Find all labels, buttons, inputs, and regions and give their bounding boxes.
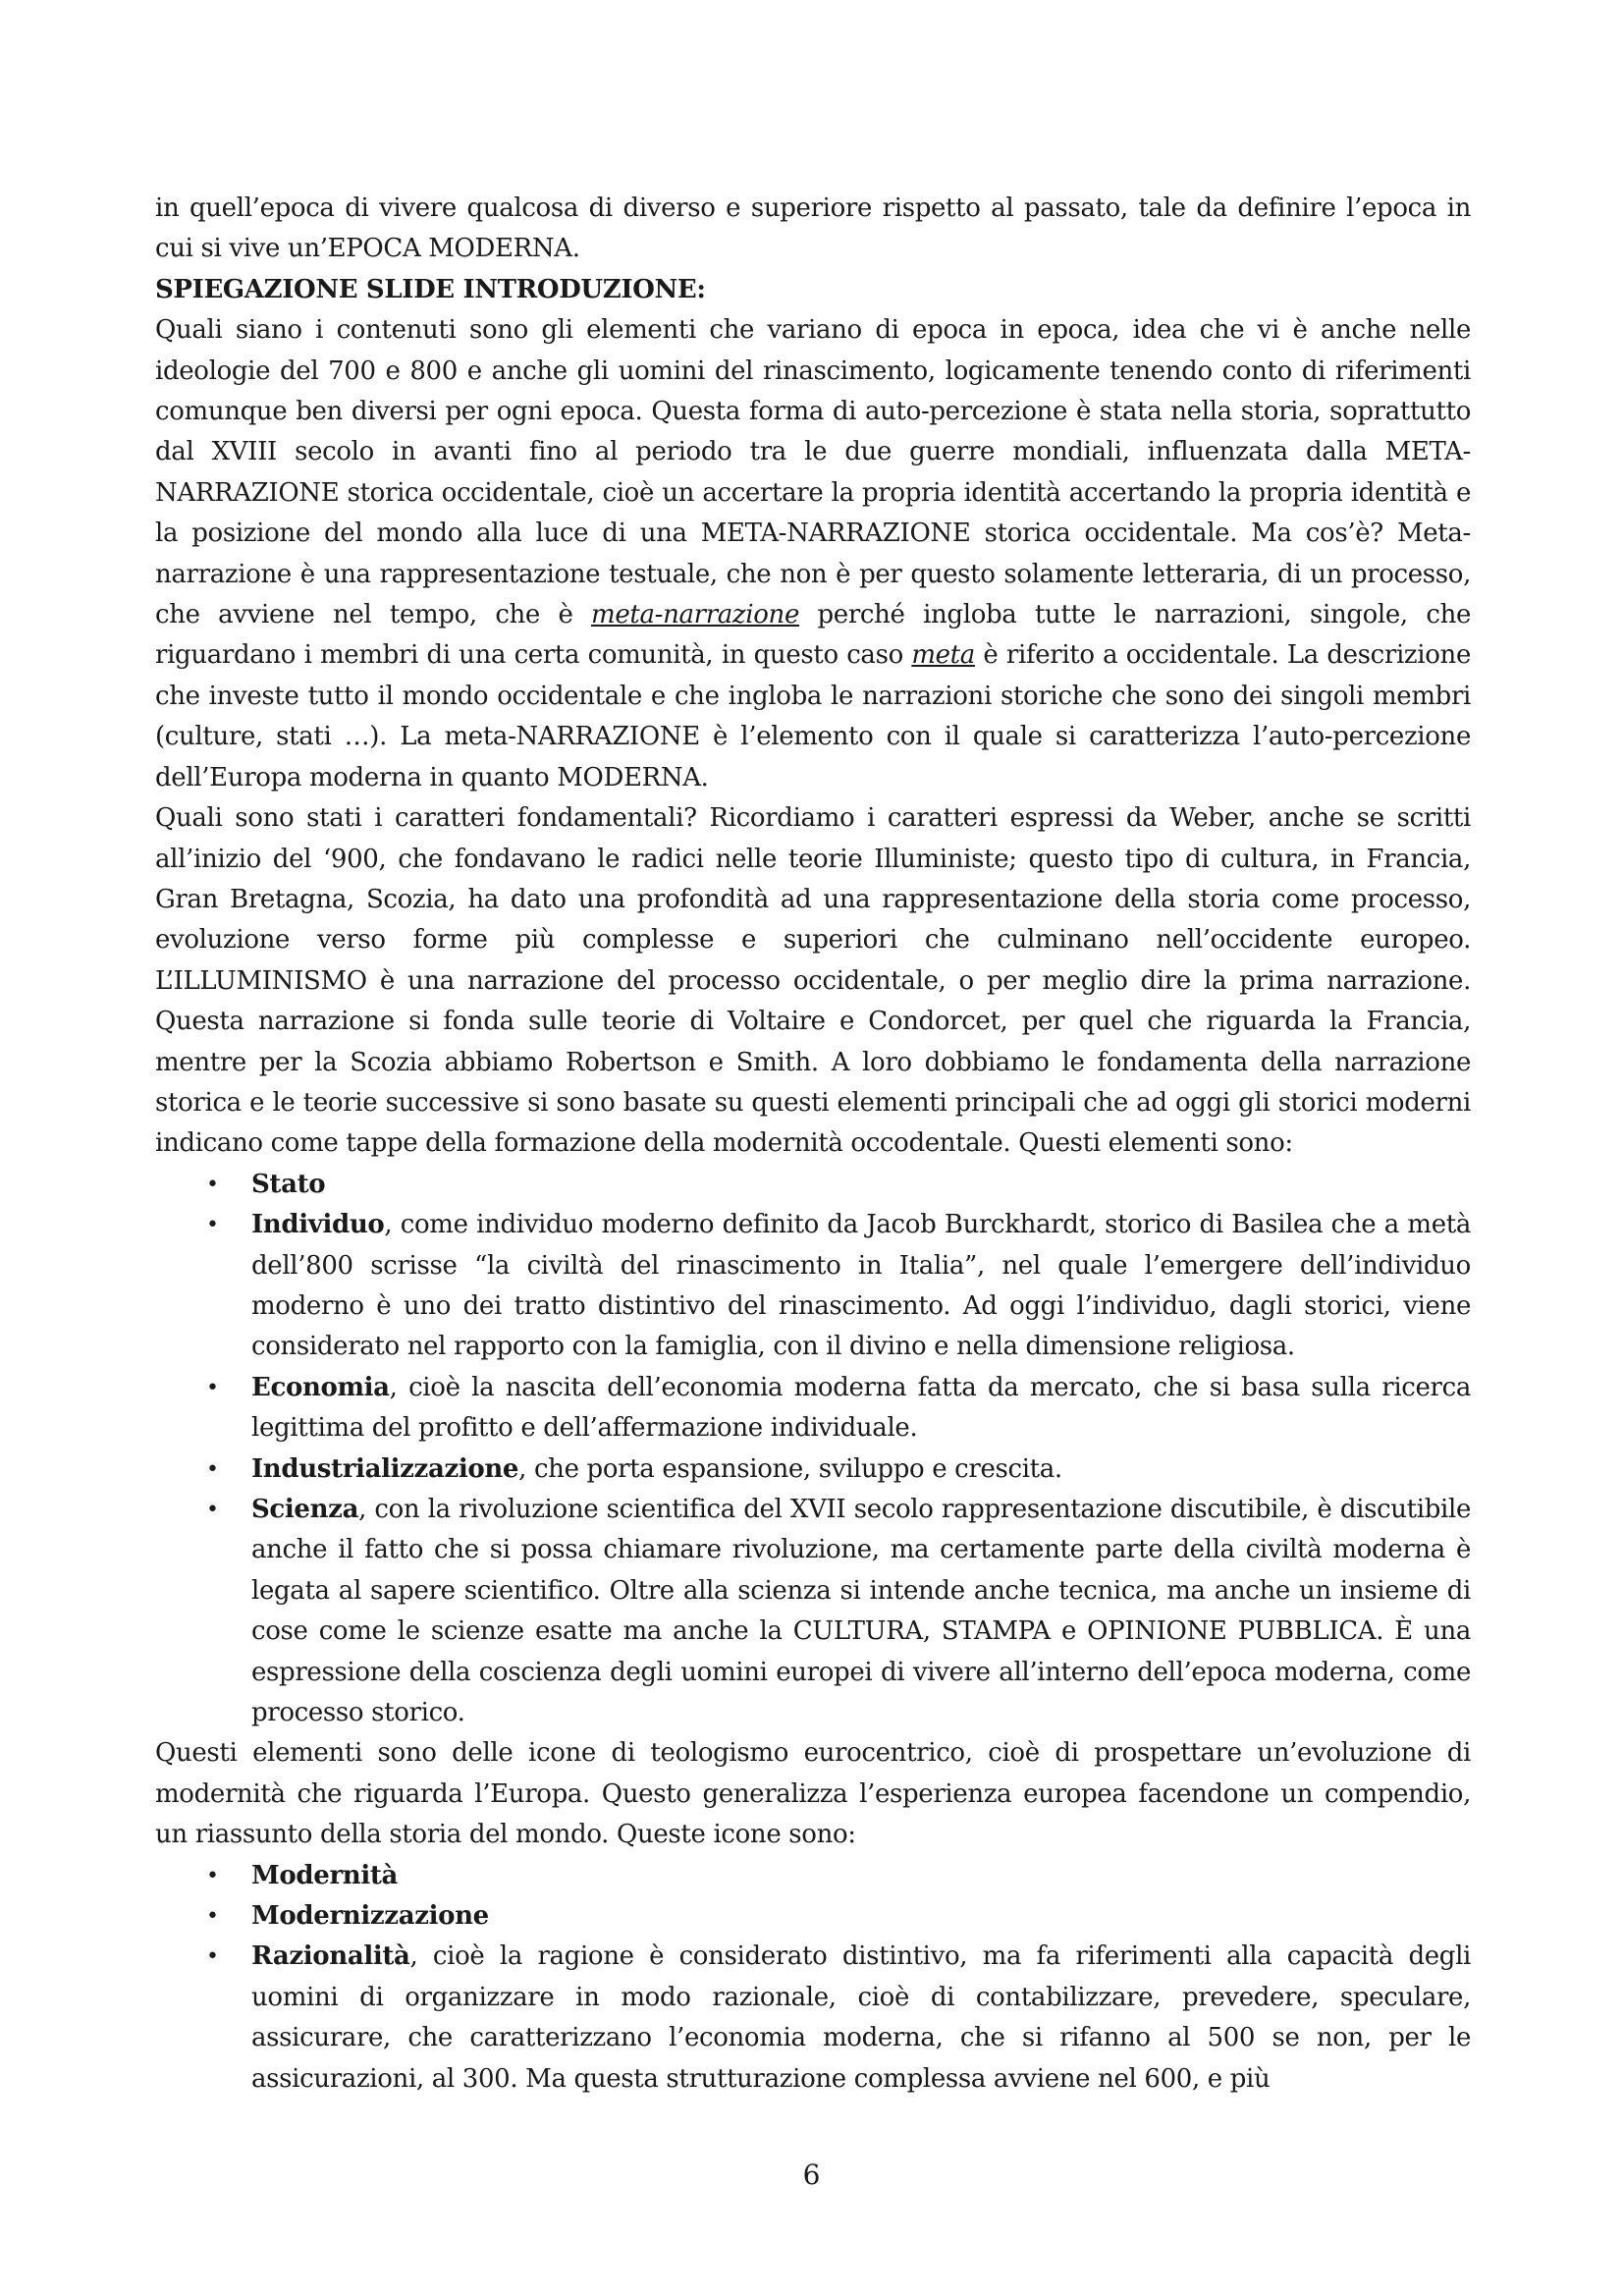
list-item xyxy=(206,1449,1471,1490)
icons-list xyxy=(155,1856,1471,2100)
paragraph-meta-narrazione xyxy=(155,310,1471,798)
paragraph-text: è riferito a occidentale. La descrizione che investe tutto il mondo occidentale e che ingloba le narrazioni storiche che sono dei singoli membri (culture, stati …). La meta-NARRAZIONE è l’elemento con il quale si caratterizza l’auto-percezione dell’Europa moderna in quanto MODERNA. xyxy=(155,640,1471,793)
list-item xyxy=(206,1937,1471,2100)
bullet-icon: • xyxy=(206,1904,219,1930)
list-item-term: Razionalità xyxy=(251,1941,410,1972)
list-item xyxy=(206,1368,1471,1449)
paragraph-caratteri-fondamentali: Quali sono stati i caratteri fondamentali? Ricordiamo i caratteri espressi da Weber, anche se scritti all’inizio del ‘900, che fondavano le radici nelle teorie Illuministe; questo tipo di cultura, in Francia, Gran Bretagna, Scozia, ha dato una profondità ad una rappresentazione della storia come processo, evoluzione verso forme più complesse e superiori che culminano nell’occidente europeo. L’ILLUMINISMO è una narrazione del processo occidentale, o per meglio dire la prima narrazione. Questa narrazione si fonda sulle teorie di Voltaire e Condorcet, per quel che riguarda la Francia, mentre per la Scozia abbiamo Robertson e Smith. A loro dobbiamo le fondamenta della narrazione storica e le teorie successive si sono basate su questi elementi principali che ad oggi gli storici moderni indicano come tappe della formazione della modernità occodentale. Questi elementi sono: xyxy=(155,803,1471,1159)
bullet-icon: • xyxy=(206,1213,219,1238)
list-item xyxy=(206,1165,1471,1205)
list-item-text: , come individuo moderno definito da Jacob Burckhardt, storico di Basilea che a metà dell’800 scrisse “la civiltà del rinascimento in Italia”, nel quale l’emergere dell’individuo moderno è uno dei tratto distintivo del rinascimento. Ad oggi l’individuo, dagli storici, viene considerato nel rapporto con la famiglia, con il divino e nella dimensione religiosa. xyxy=(251,1210,1471,1362)
bullet-icon: • xyxy=(206,1944,219,1970)
emphasis-meta-narrazione: meta-narrazione xyxy=(591,600,799,630)
list-item xyxy=(206,1205,1471,1368)
list-item-text: , che porta espansione, sviluppo e crescita. xyxy=(518,1453,1062,1484)
list-item-term: Individuo xyxy=(251,1210,385,1240)
list-item-term: Stato xyxy=(251,1169,326,1199)
list-item-term: Scienza xyxy=(251,1495,359,1524)
list-item-text: , cioè la nascita dell’economia moderna fatta da mercato, che si basa sulla ricerca legittima del profitto e dell’affermazione individuale. xyxy=(251,1372,1471,1444)
list-item-term: Industrializzazione xyxy=(251,1453,519,1484)
paragraph-text: perché ingloba tutte le narrazioni, singole, che riguardano i membri di una certa comunità, in questo caso xyxy=(155,600,1472,671)
bullet-icon: • xyxy=(206,1172,219,1197)
page-number: 6 xyxy=(802,2159,821,2191)
bullet-icon: • xyxy=(206,1498,219,1522)
list-item xyxy=(206,1856,1471,1896)
bullet-icon: • xyxy=(206,1456,219,1482)
elements-list xyxy=(155,1165,1471,1734)
bullet-icon: • xyxy=(206,1863,219,1888)
paragraph-icone-eurocentriche: Questi elementi sono delle icone di teologismo eurocentrico, cioè di prospettare un’evoluzione di modernità che riguarda l’Europa. Questo generalizza l’esperienza europea facendone un compendio, un riassunto della storia del mondo. Queste icone sono: xyxy=(155,1738,1471,1850)
paragraph-text: Quali siano i contenuti sono gli elementi che variano di epoca in epoca, idea che vi è anche nelle ideologie del 700 e 800 e anche gli uomini del rinascimento, logicamente tenendo conto di riferimenti comunque ben diversi per ogni epoca. Questa forma di auto-percezione è stata nella storia, soprattutto dal XVIII secolo in avanti fino al periodo tra le due guerre mondiali, influenzata dalla META-NARRAZIONE storica occidentale, cioè un accertare la propria identità accertando la propria identità e la posizione del mondo alla luce di una META-NARRAZIONE storica occidentale. Ma cos’è? Meta-narrazione è una rappresentazione testuale, che non è per questo solamente letteraria, di un processo, che avviene nel tempo, che è xyxy=(155,315,1471,630)
document-page xyxy=(155,189,1471,2100)
list-item-term: Economia xyxy=(251,1372,390,1402)
emphasis-meta: meta xyxy=(911,640,975,671)
bullet-icon: • xyxy=(206,1375,219,1400)
list-item-text: , cioè la ragione è considerato distintivo, ma fa riferimenti alla capacità degli uomini di organizzare in modo razionale, cioè di contabilizzare, prevedere, speculare, assicurare, che caratterizzano l’economia moderna, che si rifanno al 500 se non, per le assicurazioni, al 300. Ma questa strutturazione complessa avviene nel 600, e più xyxy=(251,1941,1471,2094)
list-item-text: , con la rivoluzione scientifica del XVII secolo rappresentazione discutibile, è discutibile anche il fatto che si possa chiamare rivoluzione, ma certamente parte della civiltà moderna è legata al sapere scientifico. Oltre alla scienza si intende anche tecnica, ma anche un insieme di cose come le scienze esatte ma anche la CULTURA, STAMPA e OPINIONE PUBBLICA. È una espressione della coscienza degli uomini europei di vivere all’interno dell’epoca moderna, come processo storico. xyxy=(251,1495,1471,1728)
list-item xyxy=(206,1896,1471,1937)
list-item-term: Modernizzazione xyxy=(251,1901,489,1932)
list-item-term: Modernità xyxy=(251,1860,399,1890)
section-heading: SPIEGAZIONE SLIDE INTRODUZIONE: xyxy=(155,274,706,304)
paragraph-intro-continuation: in quell’epoca di vivere qualcosa di diverso e superiore rispetto al passato, tale da definire l’epoca in cui si vive un’EPOCA MODERNA. xyxy=(155,193,1471,264)
list-item xyxy=(206,1490,1471,1733)
